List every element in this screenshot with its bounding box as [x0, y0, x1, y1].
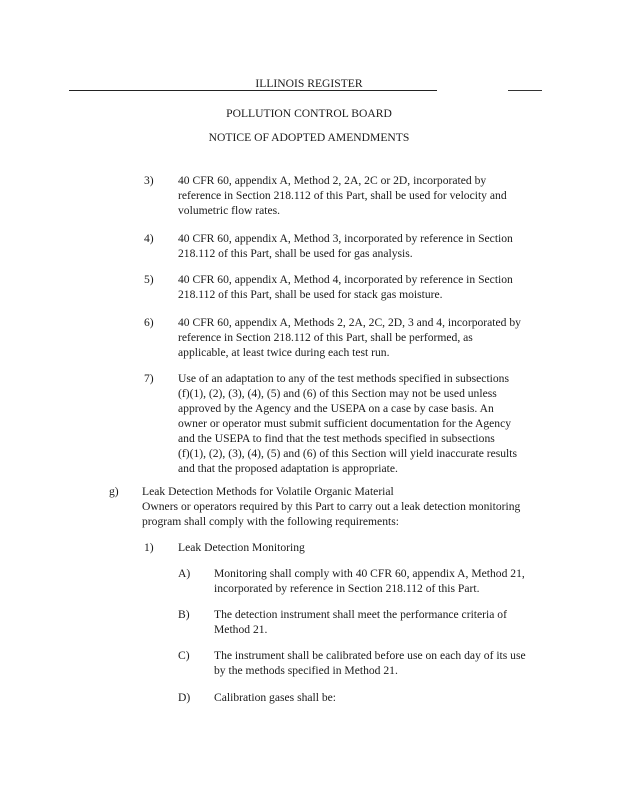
item-number: 5): [144, 273, 154, 286]
text-line: Owners or operators required by this Part to carry out a leak detection monitoring: [142, 500, 521, 513]
list-item-paragraph: [178, 231, 513, 261]
subitem-letter: C): [178, 649, 190, 662]
register-title: ILLINOIS REGISTER: [255, 77, 363, 90]
text-line: 218.112 of this Part, shall be used for stack gas moisture.: [178, 288, 443, 301]
subitem-paragraph: [214, 648, 526, 678]
list-item-paragraph: [178, 173, 507, 218]
board-title: POLLUTION CONTROL BOARD: [226, 107, 392, 120]
subitem-letter: A): [178, 567, 191, 580]
section-paragraph: [142, 484, 520, 529]
text-line: incorporated by reference in Section 218.112 of this Part.: [214, 582, 480, 595]
text-line: Monitoring shall comply with 40 CFR 60, appendix A, Method 21,: [214, 567, 525, 580]
subsection-number: 1): [144, 541, 154, 554]
text-line: Calibration gases shall be:: [214, 691, 337, 704]
text-line: 218.112 of this Part, shall be used for gas analysis.: [178, 247, 413, 260]
subitem-paragraph: [214, 566, 525, 596]
text-line: volumetric flow rates.: [178, 204, 281, 217]
item-number: 7): [144, 372, 154, 385]
subitem-paragraph: [214, 607, 507, 637]
header-rule-right: [508, 90, 542, 91]
subsection-title: Leak Detection Monitoring: [178, 541, 305, 554]
subitem-paragraph: [214, 690, 336, 705]
text-line: (f)(1), (2), (3), (4), (5) and (6) of this Section may not be used unless: [178, 387, 497, 400]
text-line: 40 CFR 60, appendix A, Methods 2, 2A, 2C, 2D, 3 and 4, incorporated by: [178, 316, 521, 329]
list-item-paragraph: [178, 272, 513, 302]
list-item-paragraph: [178, 371, 517, 476]
text-line: Use of an adaptation to any of the test methods specified in subsections: [178, 372, 509, 385]
section-heading: Leak Detection Methods for Volatile Organic Material: [142, 485, 394, 498]
text-line: reference in Section 218.112 of this Part, shall be used for velocity and: [178, 189, 507, 202]
section-label: g): [109, 485, 119, 498]
notice-title: NOTICE OF ADOPTED AMENDMENTS: [208, 131, 410, 144]
text-line: program shall comply with the following requirements:: [142, 515, 399, 528]
list-item-paragraph: [178, 315, 521, 360]
text-line: The detection instrument shall meet the performance criteria of: [214, 608, 507, 621]
subitem-letter: D): [178, 691, 191, 704]
text-line: The instrument shall be calibrated before use on each day of its use: [214, 649, 526, 662]
text-line: 40 CFR 60, appendix A, Method 3, incorporated by reference in Section: [178, 232, 513, 245]
header-rule: [69, 90, 437, 91]
text-line: 40 CFR 60, appendix A, Method 2, 2A, 2C or 2D, incorporated by: [178, 174, 487, 187]
text-line: reference in Section 218.112 of this Part, shall be performed, as: [178, 331, 473, 344]
text-line: approved by the Agency and the USEPA on a case by case basis. An: [178, 402, 494, 415]
text-line: (f)(1), (2), (3), (4), (5) and (6) of this Section will yield inaccurate results: [178, 447, 518, 460]
item-number: 6): [144, 316, 154, 329]
text-line: by the methods specified in Method 21.: [214, 664, 398, 677]
text-line: and that the proposed adaptation is appropriate.: [178, 462, 398, 475]
text-line: owner or operator must submit sufficient documentation for the Agency: [178, 417, 512, 430]
text-line: applicable, at least twice during each test run.: [178, 346, 390, 359]
text-line: 40 CFR 60, appendix A, Method 4, incorporated by reference in Section: [178, 273, 513, 286]
item-number: 3): [144, 174, 154, 187]
subitem-letter: B): [178, 608, 190, 621]
text-line: and the USEPA to find that the test methods specified in subsections: [178, 432, 495, 445]
text-line: Method 21.: [214, 623, 268, 636]
item-number: 4): [144, 232, 154, 245]
